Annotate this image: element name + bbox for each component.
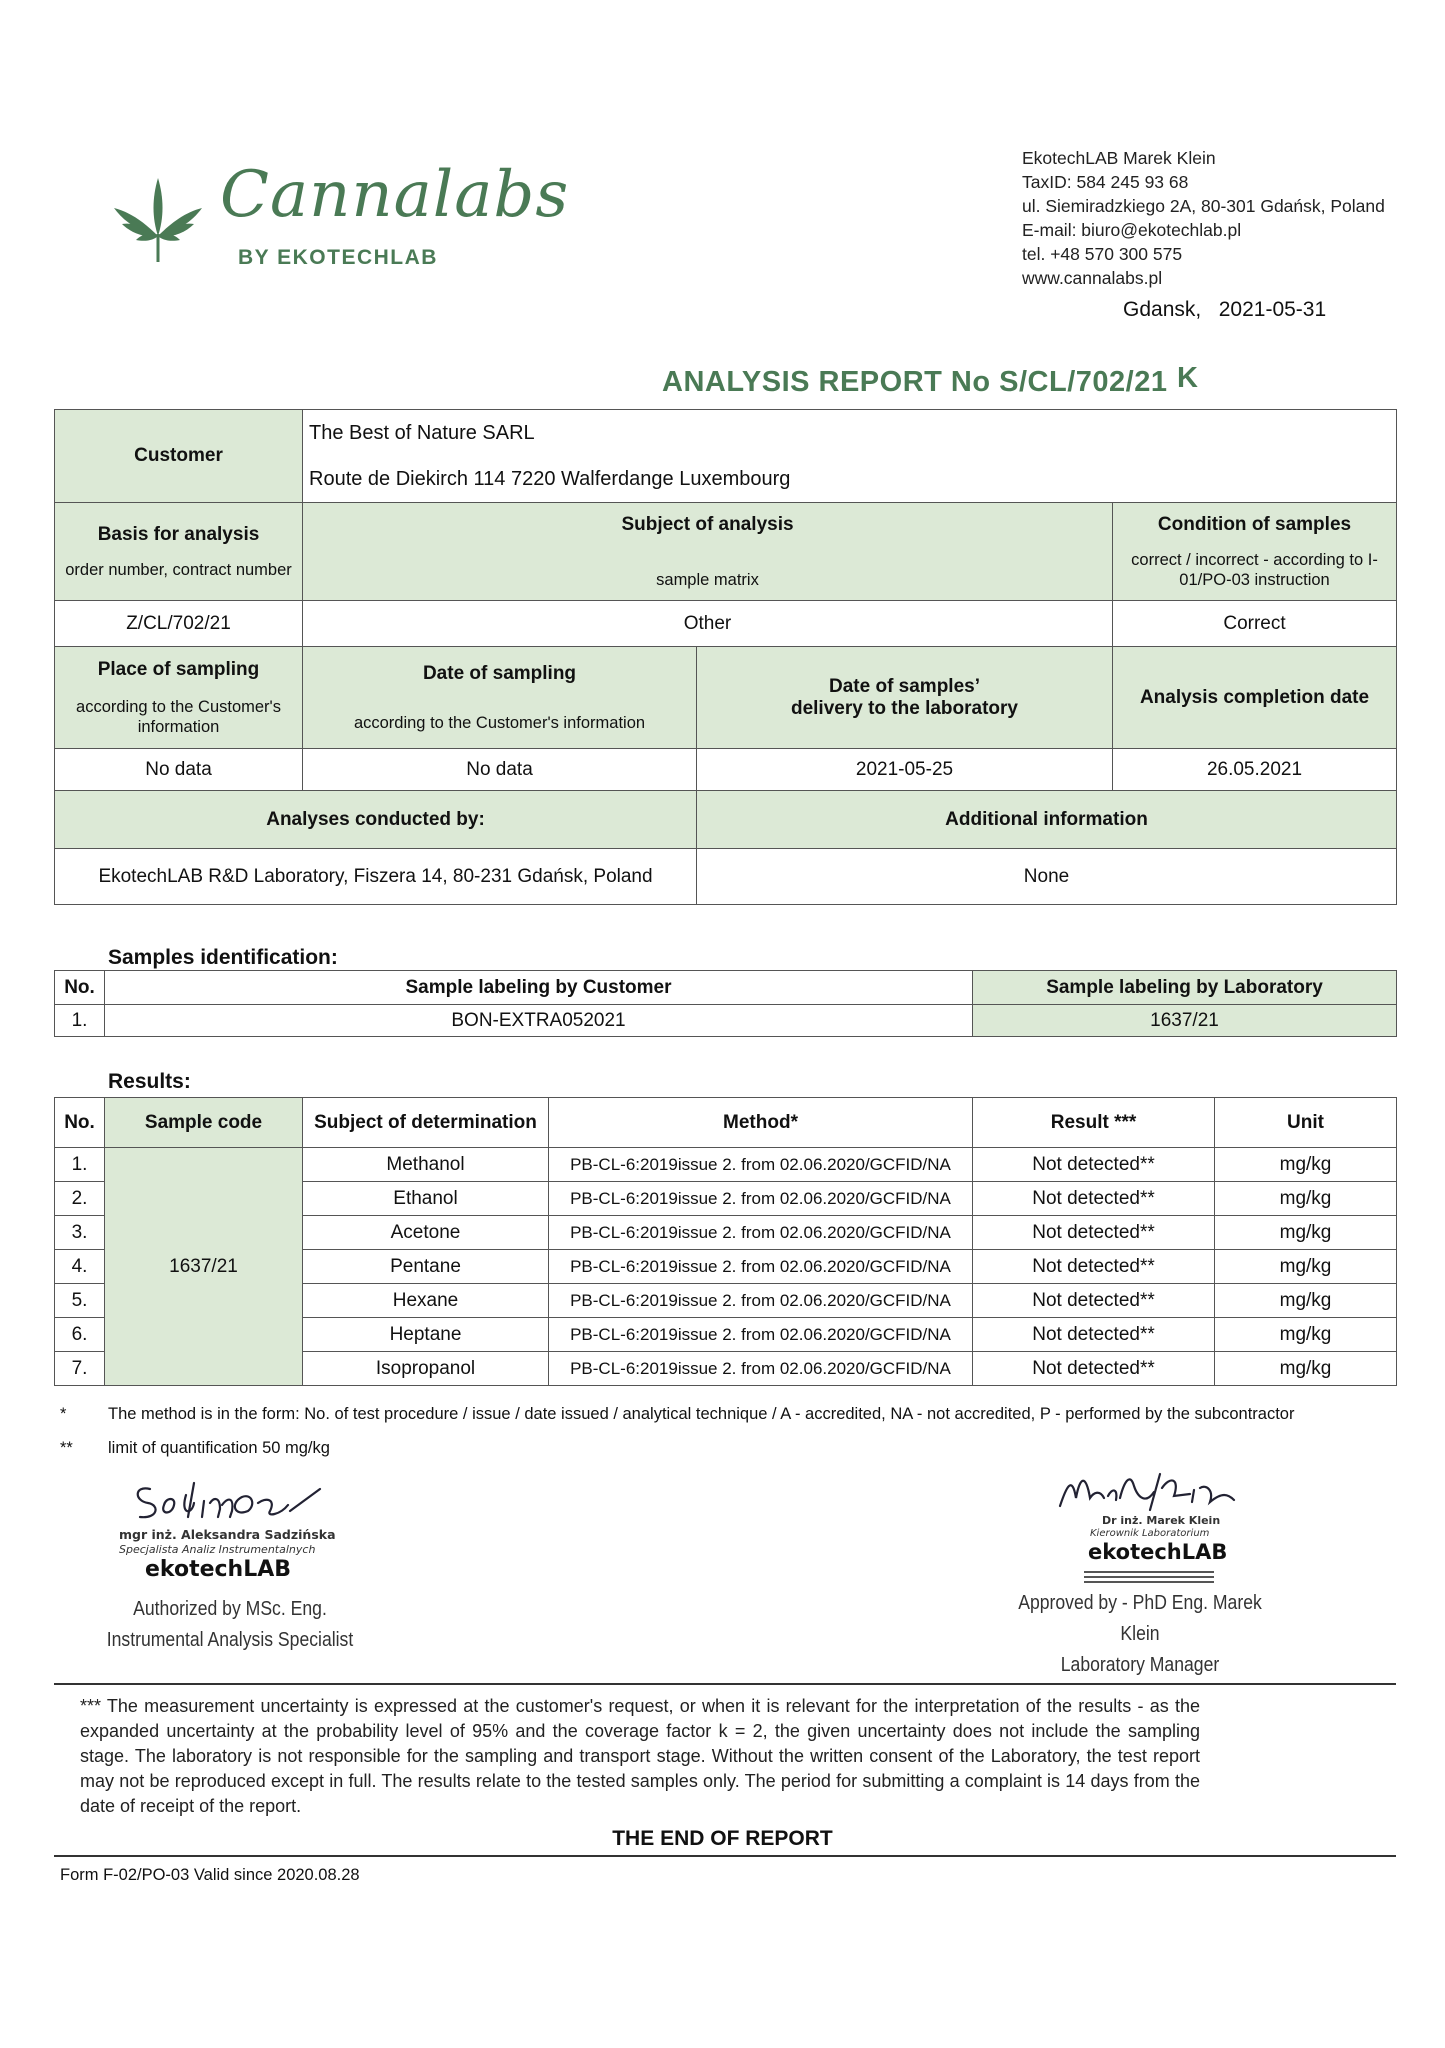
customer-name: The Best of Nature SARL: [309, 422, 535, 444]
handwritten-signature-icon: [1050, 1468, 1250, 1518]
result-unit: mg/kg: [1215, 1182, 1397, 1216]
signature-right-line1: Approved by - PhD Eng. Marek Klein: [1018, 1592, 1262, 1645]
report-mark: K: [1177, 362, 1198, 394]
cannabis-leaf-icon: [108, 170, 208, 270]
stamp-role-right: Kierownik Laboratorium: [1090, 1528, 1210, 1539]
result-value: Not detected**: [973, 1318, 1215, 1352]
result-subject: Heptane: [303, 1318, 549, 1352]
result-no: 1.: [55, 1148, 105, 1182]
si-header-lab: Sample labeling by Laboratory: [973, 971, 1397, 1005]
date-sampling-value: No data: [303, 749, 697, 791]
result-no: 7.: [55, 1352, 105, 1386]
signature-right: [1040, 1468, 1280, 1598]
table-row: [55, 1005, 1397, 1037]
si-row-lab-label: 1637/21: [973, 1005, 1397, 1037]
date-sampling-sub: according to the Customer's information: [353, 713, 646, 732]
results-header-result: Result ***: [973, 1098, 1215, 1148]
stamp-logo-right: ekotechLAB: [1088, 1540, 1228, 1564]
report-info-table: [54, 409, 1397, 905]
customer-label: Customer: [55, 410, 303, 503]
si-row-customer-label: BON-EXTRA052021: [105, 1005, 973, 1037]
result-subject: Isopropanol: [303, 1352, 549, 1386]
footnote-mark: **: [60, 1439, 73, 1457]
divider: [54, 1683, 1396, 1685]
date-sampling-label: Date of sampling: [422, 662, 577, 684]
place-sampling-sub: according to the Customer's information: [76, 697, 281, 736]
condition-header: [1113, 503, 1397, 601]
place-sampling-header: [55, 647, 303, 749]
result-unit: mg/kg: [1215, 1318, 1397, 1352]
result-unit: mg/kg: [1215, 1352, 1397, 1386]
result-method: PB-CL-6:2019issue 2. from 02.06.2020/GCFID/NA: [549, 1250, 973, 1284]
customer-address: Route de Diekirch 114 7220 Walferdange Luxembourg: [309, 468, 791, 490]
result-value: Not detected**: [973, 1250, 1215, 1284]
result-subject: Ethanol: [303, 1182, 549, 1216]
basis-value: Z/CL/702/21: [55, 601, 303, 647]
basis-header: [55, 503, 303, 601]
results-header-unit: Unit: [1215, 1098, 1397, 1148]
additional-value: None: [697, 849, 1397, 905]
result-value: Not detected**: [973, 1182, 1215, 1216]
result-method: PB-CL-6:2019issue 2. from 02.06.2020/GCFID/NA: [549, 1284, 973, 1318]
results-header-subject: Subject of determination: [303, 1098, 549, 1148]
subject-header: [303, 503, 1113, 601]
result-subject: Methanol: [303, 1148, 549, 1182]
signature-left-line2: Instrumental Analysis Specialist: [106, 1629, 354, 1651]
subject-value: Other: [303, 601, 1113, 647]
additional-header: Additional information: [697, 791, 1397, 849]
signature-right-line2: Laboratory Manager: [1060, 1654, 1220, 1676]
signature-left-line1: Authorized by MSc. Eng.: [133, 1598, 327, 1620]
footnote-text: The method is in the form: No. of test procedure / issue / date issued / analytical technique / A - accredited, NA - not accredited, P - performed by the subcontractor: [108, 1405, 1295, 1423]
result-unit: mg/kg: [1215, 1148, 1397, 1182]
si-row-no: 1.: [55, 1005, 105, 1037]
place-date: [1123, 298, 1326, 322]
footnote-loq: [60, 1439, 330, 1458]
delivery-label-2: delivery to the laboratory: [790, 697, 1018, 719]
result-method: PB-CL-6:2019issue 2. from 02.06.2020/GCFID/NA: [549, 1318, 973, 1352]
result-method: PB-CL-6:2019issue 2. from 02.06.2020/GCFID/NA: [549, 1216, 973, 1250]
result-value: Not detected**: [973, 1284, 1215, 1318]
report-date: 2021-05-31: [1218, 298, 1327, 321]
end-of-report: THE END OF REPORT: [612, 1827, 833, 1850]
result-unit: mg/kg: [1215, 1284, 1397, 1318]
result-value: Not detected**: [973, 1148, 1215, 1182]
place-sampling-label: Place of sampling: [97, 658, 260, 680]
signature-left-caption: [89, 1594, 371, 1656]
result-sample-code: 1637/21: [105, 1148, 303, 1386]
delivery-header: [697, 647, 1113, 749]
stamp-address-lines: [1084, 1568, 1214, 1586]
table-row: [55, 1148, 1397, 1182]
condition-sub: correct / incorrect - according to I-01/PO-03 instruction: [1131, 550, 1378, 589]
divider: [54, 1855, 1396, 1857]
uncertainty-note: *** The measurement uncertainty is expressed at the customer's request, or when it is relevant for the interpretation of the results - as the expanded uncertainty at the probability level of 95% and the coverage factor k = 2, the given uncertainty does not include the sampling stage. The laboratory is not responsible for the sampling and transport stage. Without the written consent of the Laboratory, the test report may not be reproduced except in full. The results relate to the tested samples only. The period for submitting a complaint is 14 days from the date of receipt of the report.: [80, 1696, 1200, 1816]
samples-identification-title: Samples identification:: [108, 946, 338, 969]
delivery-value: 2021-05-25: [697, 749, 1113, 791]
results-table: [54, 1097, 1397, 1386]
lab-info-line: ul. Siemiradzkiego 2A, 80-301 Gdańsk, Poland: [1022, 196, 1385, 216]
stamp-name-left: mgr inż. Aleksandra Sadzińska: [119, 1527, 336, 1542]
si-header-customer: Sample labeling by Customer: [105, 971, 973, 1005]
report-title: ANALYSIS REPORT No S/CL/702/21: [662, 366, 1168, 398]
completion-header: Analysis completion date: [1113, 647, 1397, 749]
stamp-name-right: Dr inż. Marek Klein: [1102, 1514, 1221, 1527]
results-header-method: Method*: [549, 1098, 973, 1148]
stamp-role-left: Specjalista Analiz Instrumentalnych: [119, 1543, 316, 1556]
conducted-header: Analyses conducted by:: [55, 791, 697, 849]
footnote-method: [60, 1405, 1400, 1424]
result-method: PB-CL-6:2019issue 2. from 02.06.2020/GCFID/NA: [549, 1148, 973, 1182]
result-no: 5.: [55, 1284, 105, 1318]
logo-subtitle: BY EKOTECHLAB: [238, 246, 438, 269]
results-title: Results:: [108, 1070, 191, 1093]
delivery-label-1: Date of samples’: [829, 675, 980, 697]
samples-identification-table: [54, 970, 1397, 1037]
result-subject: Acetone: [303, 1216, 549, 1250]
place-sampling-value: No data: [55, 749, 303, 791]
form-code: Form F-02/PO-03 Valid since 2020.08.28: [60, 1866, 360, 1884]
date-sampling-header: [303, 647, 697, 749]
result-method: PB-CL-6:2019issue 2. from 02.06.2020/GCFID/NA: [549, 1182, 973, 1216]
lab-info-line: E-mail: biuro@ekotechlab.pl: [1022, 220, 1242, 240]
result-no: 2.: [55, 1182, 105, 1216]
subject-label: Subject of analysis: [621, 513, 794, 535]
condition-value: Correct: [1113, 601, 1397, 647]
lab-info-line: tel. +48 570 300 575: [1022, 244, 1183, 264]
footnote-mark: *: [60, 1405, 67, 1423]
basis-label: Basis for analysis: [97, 523, 260, 545]
results-header-sample-code: Sample code: [105, 1098, 303, 1148]
result-method: PB-CL-6:2019issue 2. from 02.06.2020/GCFID/NA: [549, 1352, 973, 1386]
result-value: Not detected**: [973, 1352, 1215, 1386]
stamp-logo-left: ekotechLAB: [145, 1557, 292, 1582]
lab-info-line: TaxID: 584 245 93 68: [1022, 172, 1189, 192]
result-unit: mg/kg: [1215, 1250, 1397, 1284]
lab-contact-info: [1022, 146, 1385, 290]
result-unit: mg/kg: [1215, 1216, 1397, 1250]
result-value: Not detected**: [973, 1216, 1215, 1250]
report-place: Gdansk,: [1123, 298, 1202, 321]
result-no: 4.: [55, 1250, 105, 1284]
result-no: 6.: [55, 1318, 105, 1352]
result-subject: Hexane: [303, 1284, 549, 1318]
lab-info-line: EkotechLAB Marek Klein: [1022, 148, 1216, 168]
si-header-no: No.: [55, 971, 105, 1005]
result-subject: Pentane: [303, 1250, 549, 1284]
completion-value: 26.05.2021: [1113, 749, 1397, 791]
result-no: 3.: [55, 1216, 105, 1250]
footnote-text: limit of quantification 50 mg/kg: [108, 1439, 330, 1457]
condition-label: Condition of samples: [1157, 513, 1352, 535]
signature-right-caption: [999, 1588, 1281, 1681]
lab-info-line: www.cannalabs.pl: [1022, 268, 1163, 288]
handwritten-signature-icon: [130, 1475, 330, 1529]
subject-sub: sample matrix: [656, 570, 759, 589]
basis-sub: order number, contract number: [65, 560, 292, 579]
logo-wordmark: Cannalabs: [220, 158, 570, 232]
conducted-value: EkotechLAB R&D Laboratory, Fiszera 14, 80-231 Gdańsk, Poland: [55, 849, 697, 905]
company-logo: [108, 150, 570, 280]
customer-cell: [303, 410, 1397, 503]
results-header-no: No.: [55, 1098, 105, 1148]
